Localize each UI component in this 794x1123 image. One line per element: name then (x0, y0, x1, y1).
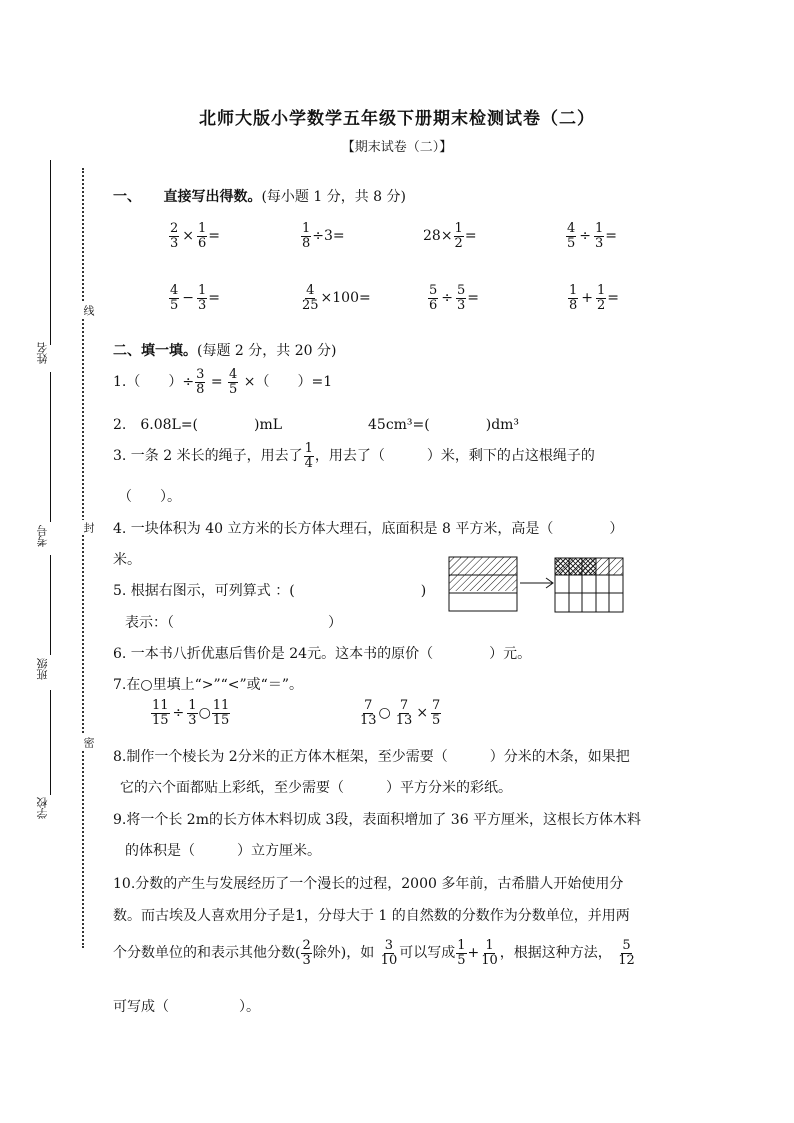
question-3: 3. 一条 2 米长的绳子，用去了 $\frac{1}{4}$ ，用去了（ ）米，剩下的占这根绳子的 (113, 441, 595, 471)
question-1: 1.（ ）÷ $\frac{3}{8}$ = $\frac{4}{5}$ ×（ ）=1 (113, 367, 333, 397)
question-2a: 2. 6.08L=( )mL (113, 417, 283, 433)
question-2b: 45cm³=( )dm³ (368, 417, 520, 433)
name-line (50, 160, 51, 345)
exam-number-line (50, 372, 51, 522)
right-grid (555, 558, 623, 612)
calc-2c: $\frac{5}{6}$ ÷ $\frac{5}{3}$ = (429, 283, 480, 313)
calc-1c: 28× $\frac{1}{2}$ = (423, 221, 477, 251)
calc-1b: $\frac{1}{8}$ ÷3= (302, 221, 345, 251)
question-4-line1: 4. 一块体积为 40 立方米的长方体大理石，底面积是 8 平方米，高是（ ） (113, 521, 624, 537)
calc-1d: $\frac{4}{5}$ ÷ $\frac{1}{3}$ = (567, 221, 618, 251)
question-10-line2: 数。而古埃及人喜欢用分子是1，分母大于 1 的自然数的分数作为分数单位，并用两 (113, 908, 630, 924)
section1-heading: 直接写出得数。 (163, 189, 262, 205)
question-8-line2: 它的六个面都贴上彩纸，至少需要（ ）平方分米的彩纸。 (120, 780, 512, 796)
seal-dotted-line (82, 168, 84, 948)
school-line (50, 690, 51, 795)
question-4-line2: 米。 (113, 552, 141, 568)
school-label: 学校 (36, 797, 49, 819)
section2-score: (每题 2 分，共 20 分) (197, 343, 337, 359)
page-subtitle: 【期末试卷（二）】 (341, 140, 453, 155)
arrow-icon (520, 578, 553, 588)
section2-header (113, 340, 336, 360)
question-7a: $\frac{11}{15}$ ÷ $\frac{1}{3}$ ○ $\frac{11}{15}$ (152, 698, 230, 728)
calc-1a: $\frac{2}{3}$ × $\frac{1}{6}$ = (170, 221, 221, 251)
fraction-diagram (448, 556, 626, 614)
page-title: 北师大版小学数学五年级下册期末检测试卷（二） (199, 109, 595, 129)
question-10-line1: 10.分数的产生与发展经历了一个漫长的过程，2000 多年前，古希腊人开始使用分 (113, 876, 624, 892)
seal-char-xian: 线 (82, 305, 95, 316)
question-10-line4: 可写成（ ）。 (113, 999, 260, 1015)
question-10-line3: 个分数单位的和表示其他分数( $\frac{2}{3}$ 除外)，如 $\frac{3}{10}$ 可以写成 $\frac{1}{5}$ + $\frac{1}{10}$ ，根据这种方法， $\frac{5}{12}$ (113, 938, 635, 968)
left-rectangle (449, 557, 517, 611)
seal-char-mi: 密 (82, 737, 95, 748)
question-9-line1: 9.将一个长 2m的长方体木料切成 3段，表面积增加了 36 平方厘米，这根长方体木料 (113, 812, 642, 828)
calc-2d: $\frac{1}{8}$ + $\frac{1}{2}$ = (569, 283, 620, 313)
seal-char-feng: 封 (82, 522, 95, 533)
section2-heading: 二、填一填。 (113, 343, 197, 359)
question-7b: $\frac{7}{13}$ ○ $\frac{7}{13}$ × $\frac{7}{5}$ (360, 698, 441, 728)
name-label: 姓名 (36, 342, 49, 364)
question-3-line2: （ ）。 (118, 489, 181, 505)
section1-number: 一、 (113, 189, 141, 205)
class-label: 班级 (36, 658, 49, 680)
section1-score: (每小题 1 分，共 8 分) (261, 189, 406, 205)
class-line (50, 555, 51, 655)
question-5-line2: 表示：（ ） (125, 615, 342, 631)
question-5-line1: 5. 根据右图示，可列算式 ：( ) (113, 583, 427, 599)
calc-2b: $\frac{4}{25}$ ×100= (302, 283, 371, 313)
question-7-heading: 7.在○里填上“>”“<”或“＝”。 (113, 677, 303, 693)
calc-2a: $\frac{4}{5}$ − $\frac{1}{3}$ = (170, 283, 221, 313)
exam-number-label: 考号 (36, 525, 49, 547)
question-9-line2: 的体积是（ ）立方厘米。 (125, 843, 321, 859)
question-6: 6. 一本书八折优惠后售价是 24元。这本书的原价（ ）元。 (113, 646, 532, 662)
section1-header (113, 186, 406, 206)
question-8-line1: 8.制作一个棱长为 2分米的正方体木框架，至少需要（ ）分米的木条，如果把 (113, 749, 630, 765)
